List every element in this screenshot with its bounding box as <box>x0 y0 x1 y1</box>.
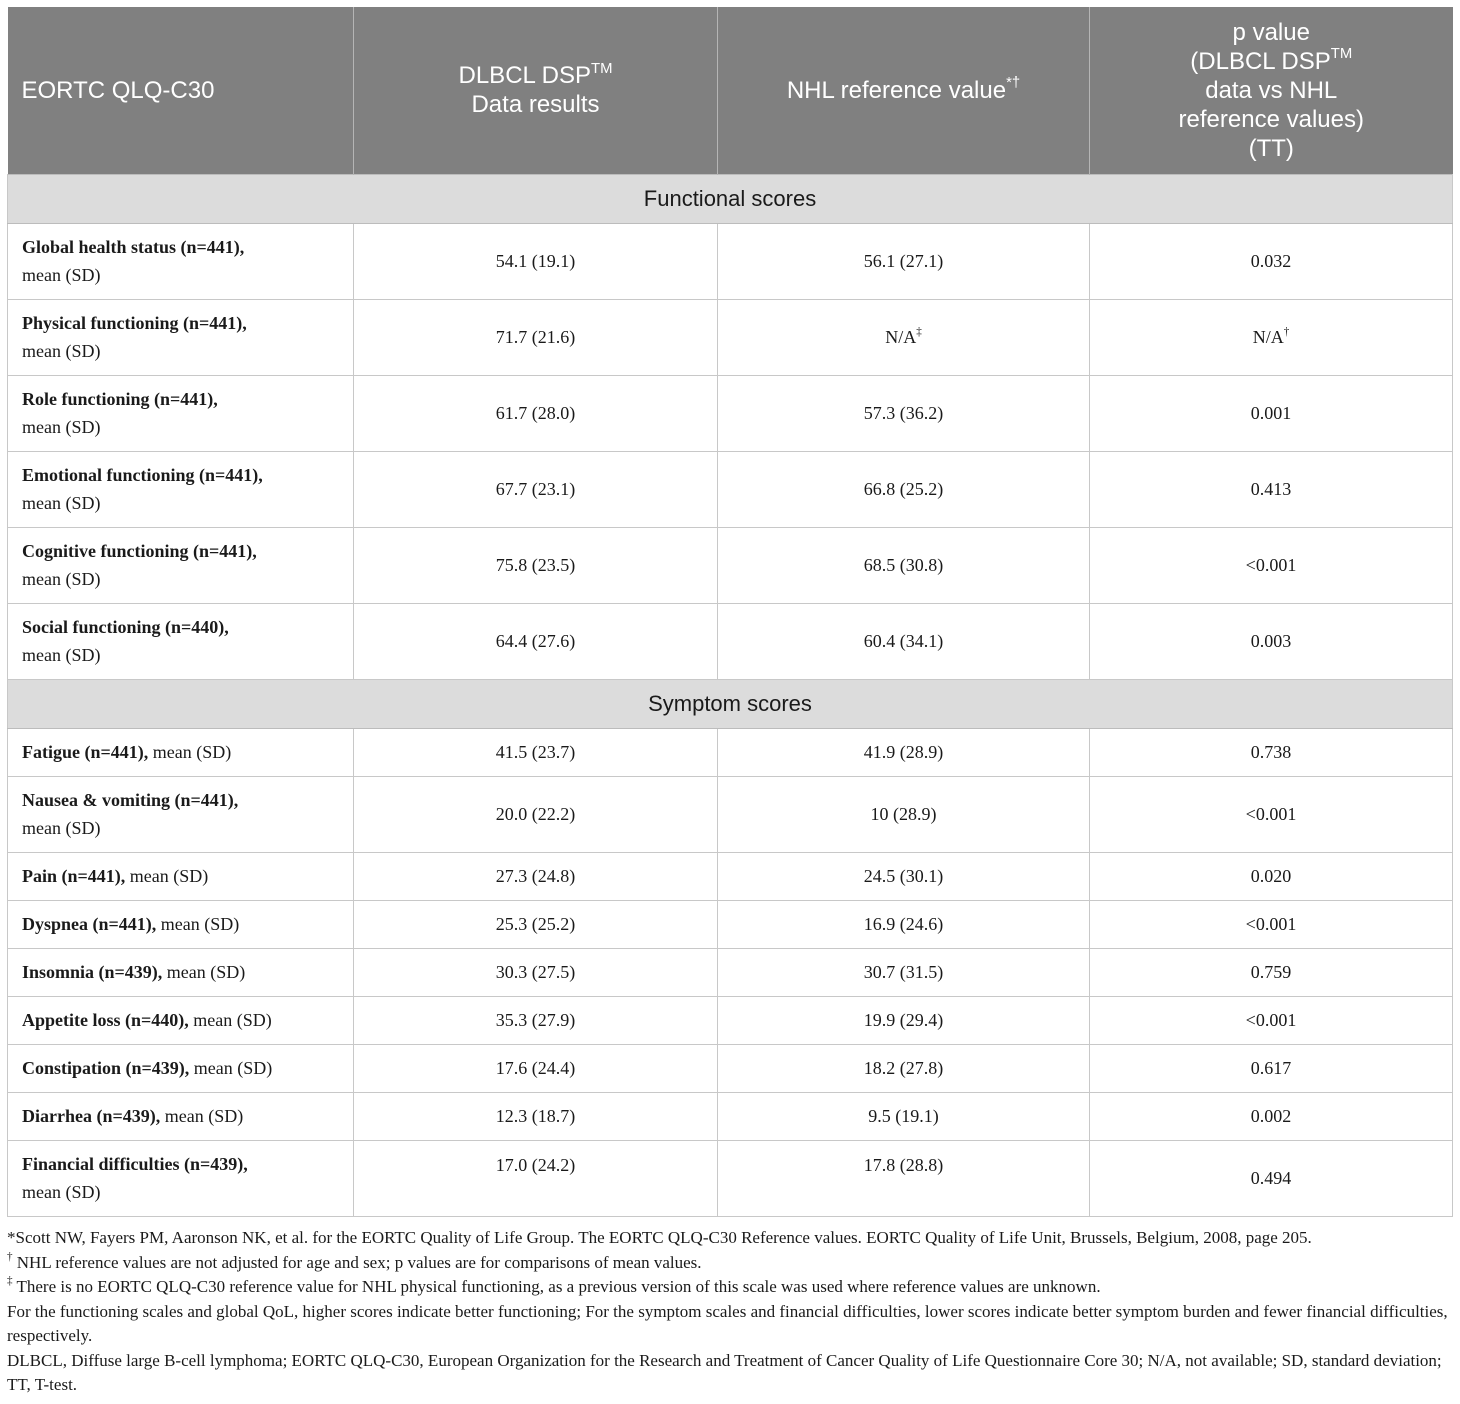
p-value: <0.001 <box>1090 996 1453 1044</box>
dsp-value: 12.3 (18.7) <box>354 1092 718 1140</box>
dsp-value: 27.3 (24.8) <box>354 852 718 900</box>
table-row <box>8 776 1453 852</box>
table-row <box>8 299 1453 375</box>
footnote-reference: *Scott NW, Fayers PM, Aaronson NK, et al. for the EORTC Quality of Life Group. The EORTC QLQ-C30 Reference values. EORTC Quality of Life Unit, Brussels, Belgium, 2008, page 205. <box>7 1228 1312 1247</box>
p-value: 0.413 <box>1090 451 1453 527</box>
dsp-value: 54.1 (19.1) <box>354 223 718 299</box>
table-row <box>8 375 1453 451</box>
results-table-container <box>7 7 1452 1217</box>
nhl-value: 41.9 (28.9) <box>718 728 1090 776</box>
dsp-value: 64.4 (27.6) <box>354 603 718 679</box>
p-value: 0.001 <box>1090 375 1453 451</box>
p-value: 0.032 <box>1090 223 1453 299</box>
footnote-interpretation: For the functioning scales and global QoL, higher scores indicate better functioning; For the symptom scales and financial difficulties, lower scores indicate better symptom burden and fewer financial difficulties, respectively. <box>7 1301 1448 1345</box>
nhl-value: N/A‡ <box>718 299 1090 375</box>
row-label: Pain (n=441), mean (SD) <box>8 852 354 900</box>
p-value: <0.001 <box>1090 527 1453 603</box>
dsp-value: 30.3 (27.5) <box>354 948 718 996</box>
footnote-double-dagger: ‡ There is no EORTC QLQ-C30 reference value for NHL physical functioning, as a previous version of this scale was used where reference values are unknown. <box>7 1275 1101 1296</box>
nhl-value: 56.1 (27.1) <box>718 223 1090 299</box>
nhl-value: 10 (28.9) <box>718 776 1090 852</box>
table-row <box>8 451 1453 527</box>
section-row-symptom <box>8 679 1453 728</box>
p-value: 0.002 <box>1090 1092 1453 1140</box>
row-label: Constipation (n=439), mean (SD) <box>8 1044 354 1092</box>
dsp-value: 41.5 (23.7) <box>354 728 718 776</box>
dsp-value: 61.7 (28.0) <box>354 375 718 451</box>
nhl-value: 30.7 (31.5) <box>718 948 1090 996</box>
dsp-value: 35.3 (27.9) <box>354 996 718 1044</box>
table-row <box>8 1044 1453 1092</box>
row-label: Appetite loss (n=440), mean (SD) <box>8 996 354 1044</box>
p-value: 0.494 <box>1090 1140 1453 1216</box>
nhl-value: 16.9 (24.6) <box>718 900 1090 948</box>
footnote-abbreviations: DLBCL, Diffuse large B-cell lymphoma; EORTC QLQ-C30, European Organization for the Research and Treatment of Cancer Quality of Life Questionnaire Core 30; N/A, not available; SD, standard deviation; TT, T-test. <box>7 1350 1442 1394</box>
dsp-value: 67.7 (23.1) <box>354 451 718 527</box>
table-row <box>8 852 1453 900</box>
p-value: 0.003 <box>1090 603 1453 679</box>
section-title-symptom: Symptom scores <box>8 679 1453 728</box>
table-row <box>8 527 1453 603</box>
nhl-value: 19.9 (29.4) <box>718 996 1090 1044</box>
eortc-results-table <box>7 7 1453 1217</box>
row-label: Social functioning (n=440), mean (SD) <box>8 603 354 679</box>
nhl-value: 68.5 (30.8) <box>718 527 1090 603</box>
p-value: 0.020 <box>1090 852 1453 900</box>
nhl-value: 17.8 (28.8) <box>718 1140 1090 1216</box>
header-p-value: p value (DLBCL DSP™ data vs NHL reference values) (TT) <box>1090 7 1453 174</box>
nhl-value: 66.8 (25.2) <box>718 451 1090 527</box>
nhl-value: 9.5 (19.1) <box>718 1092 1090 1140</box>
row-label: Financial difficulties (n=439), mean (SD) <box>8 1140 354 1216</box>
dsp-value: 17.6 (24.4) <box>354 1044 718 1092</box>
row-label: Physical functioning (n=441), mean (SD) <box>8 299 354 375</box>
nhl-value: 24.5 (30.1) <box>718 852 1090 900</box>
table-row <box>8 728 1453 776</box>
header-dlbcl-dsp: DLBCL DSP™ Data results <box>354 7 718 174</box>
section-title-functional: Functional scores <box>8 174 1453 223</box>
table-row <box>8 1140 1453 1216</box>
table-row <box>8 603 1453 679</box>
dsp-value: 25.3 (25.2) <box>354 900 718 948</box>
row-label: Cognitive functioning (n=441), mean (SD) <box>8 527 354 603</box>
table-row <box>8 223 1453 299</box>
row-label: Diarrhea (n=439), mean (SD) <box>8 1092 354 1140</box>
dsp-value: 75.8 (23.5) <box>354 527 718 603</box>
dsp-value: 71.7 (21.6) <box>354 299 718 375</box>
row-label: Global health status (n=441), mean (SD) <box>8 223 354 299</box>
row-label: Fatigue (n=441), mean (SD) <box>8 728 354 776</box>
header-eortc: EORTC QLQ-C30 <box>8 7 354 174</box>
nhl-value: 18.2 (27.8) <box>718 1044 1090 1092</box>
table-footnotes <box>7 1226 1455 1398</box>
table-row <box>8 948 1453 996</box>
p-value: N/A† <box>1090 299 1453 375</box>
table-row <box>8 996 1453 1044</box>
p-value: <0.001 <box>1090 776 1453 852</box>
row-label: Insomnia (n=439), mean (SD) <box>8 948 354 996</box>
row-label: Nausea & vomiting (n=441), mean (SD) <box>8 776 354 852</box>
row-label: Role functioning (n=441), mean (SD) <box>8 375 354 451</box>
dsp-value: 17.0 (24.2) <box>354 1140 718 1216</box>
p-value: 0.738 <box>1090 728 1453 776</box>
nhl-value: 57.3 (36.2) <box>718 375 1090 451</box>
row-label: Emotional functioning (n=441), mean (SD) <box>8 451 354 527</box>
footnote-dagger: † NHL reference values are not adjusted for age and sex; p values are for comparisons of mean values. <box>7 1250 702 1272</box>
table-header-row <box>8 7 1453 174</box>
dsp-value: 20.0 (22.2) <box>354 776 718 852</box>
table-row <box>8 900 1453 948</box>
p-value: 0.617 <box>1090 1044 1453 1092</box>
row-label: Dyspnea (n=441), mean (SD) <box>8 900 354 948</box>
section-row-functional <box>8 174 1453 223</box>
nhl-value: 60.4 (34.1) <box>718 603 1090 679</box>
p-value: <0.001 <box>1090 900 1453 948</box>
header-nhl-reference: NHL reference value*† <box>718 7 1090 174</box>
table-row <box>8 1092 1453 1140</box>
p-value: 0.759 <box>1090 948 1453 996</box>
